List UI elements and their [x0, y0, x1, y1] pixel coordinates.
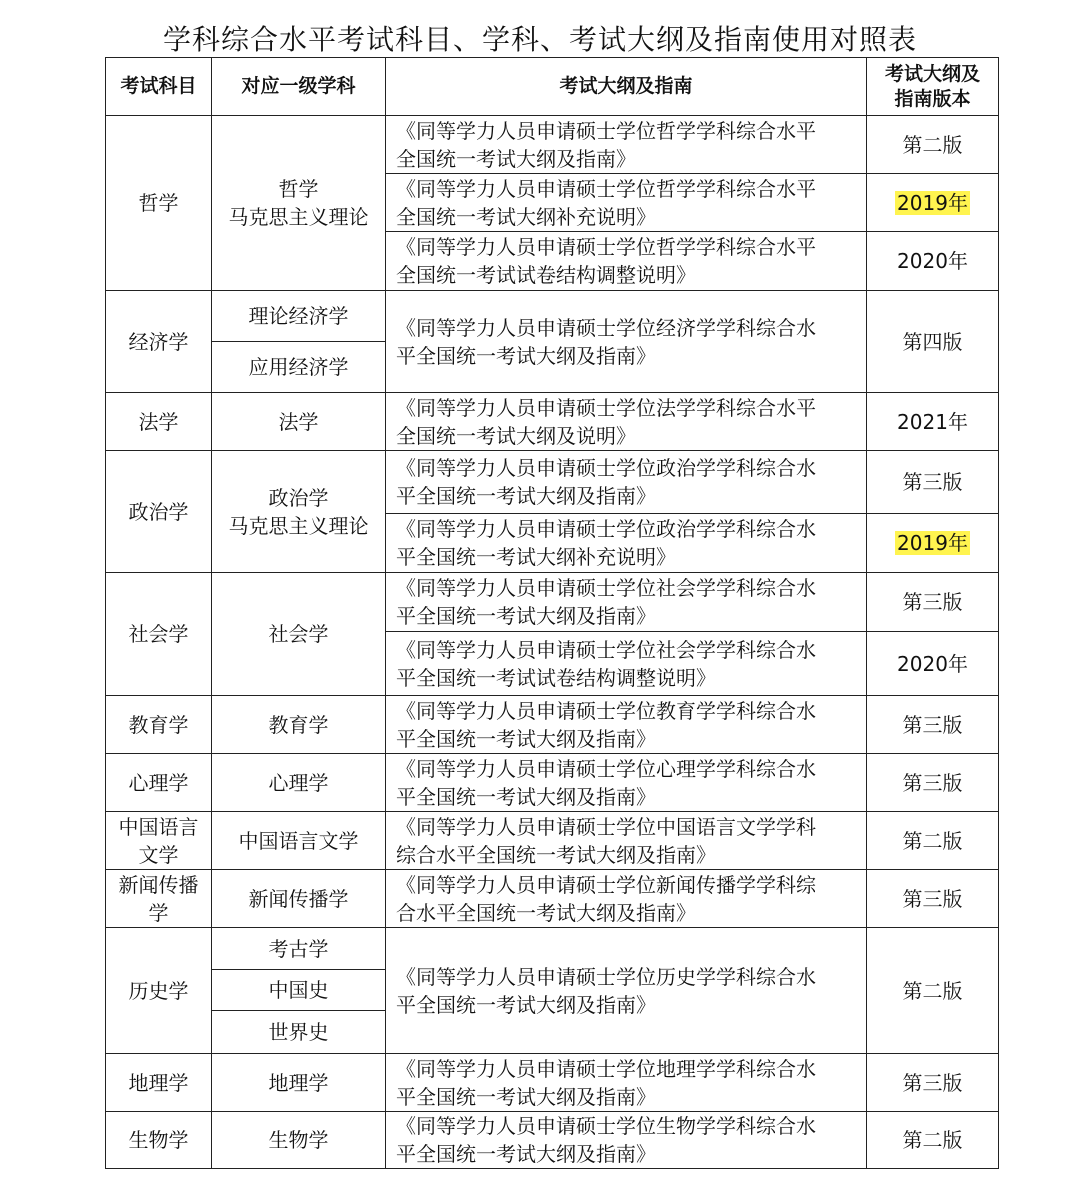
guide-cell	[386, 696, 867, 754]
header-version	[867, 58, 999, 116]
guide-cell	[386, 116, 867, 174]
subject-cell: 经济学	[106, 291, 212, 393]
version-cell: 第三版	[867, 696, 999, 754]
guide-line: 平全国统一考试大纲及指南》	[396, 1084, 656, 1109]
guide-cell	[386, 754, 867, 812]
guide-line: 《同等学力人员申请硕士学位哲学学科综合水平	[396, 118, 816, 143]
guide-line: 平全国统一考试大纲补充说明》	[396, 545, 676, 569]
guide-cell	[386, 393, 867, 451]
table-row	[106, 812, 999, 870]
highlighted-version: 2019年	[897, 531, 968, 555]
discipline-cell: 中国史	[212, 970, 386, 1011]
discipline-cell: 法学	[212, 393, 386, 451]
guide-line: 《同等学力人员申请硕士学位哲学学科综合水平	[396, 176, 816, 201]
table-row	[106, 393, 999, 451]
guide-line: 平全国统一考试大纲及指南》	[396, 784, 656, 809]
guide-line: 《同等学力人员申请硕士学位政治学学科综合水	[396, 517, 816, 541]
subject-line: 学	[148, 900, 169, 925]
version-cell	[867, 174, 999, 232]
subject-line: 文学	[138, 842, 179, 867]
guide-line: 平全国统一考试大纲及指南》	[396, 726, 656, 751]
guide-cell	[386, 632, 867, 696]
header-subject: 考试科目	[106, 58, 212, 116]
subject-cell: 心理学	[106, 754, 212, 812]
version-cell: 第三版	[867, 870, 999, 928]
version-cell: 2020年	[867, 632, 999, 696]
subject-cell	[106, 812, 212, 870]
guide-cell	[386, 812, 867, 870]
guide-line: 综合水平全国统一考试大纲及指南》	[396, 842, 716, 867]
discipline-cell: 应用经济学	[212, 342, 386, 393]
discipline-cell: 理论经济学	[212, 291, 386, 342]
guide-line: 平全国统一考试大纲及指南》	[396, 604, 656, 628]
header-discipline: 对应一级学科	[212, 58, 386, 116]
guide-line: 全国统一考试大纲及指南》	[396, 146, 636, 171]
subject-cell: 生物学	[106, 1112, 212, 1169]
discipline-name: 政治学	[268, 485, 329, 510]
discipline-cell: 教育学	[212, 696, 386, 754]
table-row	[106, 1112, 999, 1169]
table-row	[106, 928, 999, 970]
guide-line: 平全国统一考试大纲及指南》	[396, 343, 656, 368]
discipline-cell	[212, 451, 386, 573]
version-cell: 第二版	[867, 116, 999, 174]
version-cell: 2021年	[867, 393, 999, 451]
subject-line: 新闻传播	[118, 872, 199, 897]
guide-cell	[386, 1112, 867, 1169]
guide-line: 《同等学力人员申请硕士学位政治学学科综合水	[396, 456, 816, 480]
guide-line: 平全国统一考试试卷结构调整说明》	[396, 665, 716, 690]
version-cell	[867, 514, 999, 573]
discipline-cell: 考古学	[212, 928, 386, 970]
discipline-cell: 中国语言文学	[212, 812, 386, 870]
guide-cell	[386, 928, 867, 1054]
subject-cell: 法学	[106, 393, 212, 451]
guide-line: 《同等学力人员申请硕士学位生物学学科综合水	[396, 1114, 816, 1138]
subject-cell: 哲学	[106, 116, 212, 291]
guide-line: 全国统一考试大纲及说明》	[396, 423, 636, 448]
version-cell: 第四版	[867, 291, 999, 393]
discipline-cell: 地理学	[212, 1054, 386, 1112]
discipline-cell: 世界史	[212, 1011, 386, 1054]
highlighted-version: 2019年	[897, 190, 968, 215]
guide-line: 《同等学力人员申请硕士学位法学学科综合水平	[396, 395, 816, 420]
subject-cell: 社会学	[106, 573, 212, 696]
subject-cell: 地理学	[106, 1054, 212, 1112]
version-cell: 第二版	[867, 812, 999, 870]
guide-line: 《同等学力人员申请硕士学位哲学学科综合水平	[396, 235, 816, 259]
guide-line: 《同等学力人员申请硕士学位社会学学科综合水	[396, 576, 816, 600]
version-cell: 2020年	[867, 232, 999, 291]
guide-cell	[386, 514, 867, 573]
page-title: 学科综合水平考试科目、学科、考试大纲及指南使用对照表	[162, 23, 917, 56]
header-row	[106, 58, 999, 116]
table-row	[106, 116, 999, 174]
discipline-cell: 心理学	[212, 754, 386, 812]
version-cell: 第三版	[867, 754, 999, 812]
discipline-name: 马克思主义理论	[228, 205, 369, 229]
discipline-cell	[212, 116, 386, 291]
guide-cell	[386, 451, 867, 514]
guide-line: 《同等学力人员申请硕士学位教育学学科综合水	[396, 698, 816, 723]
guide-cell	[386, 1054, 867, 1112]
version-cell: 第二版	[867, 1112, 999, 1169]
guide-line: 全国统一考试试卷结构调整说明》	[396, 263, 696, 287]
header-version-line1: 考试大纲及	[884, 62, 980, 85]
guide-line: 《同等学力人员申请硕士学位经济学学科综合水	[396, 315, 816, 340]
discipline-cell: 新闻传播学	[212, 870, 386, 928]
discipline-name: 哲学	[278, 177, 319, 201]
guide-line: 平全国统一考试大纲及指南》	[396, 484, 656, 508]
discipline-name: 马克思主义理论	[228, 513, 369, 538]
guide-line: 《同等学力人员申请硕士学位社会学学科综合水	[396, 637, 816, 662]
guide-line: 平全国统一考试大纲及指南》	[396, 1142, 656, 1166]
subject-line: 中国语言	[118, 814, 199, 839]
guide-cell	[386, 573, 867, 632]
guide-cell	[386, 232, 867, 291]
guide-line: 《同等学力人员申请硕士学位历史学学科综合水	[396, 964, 816, 989]
guide-line: 《同等学力人员申请硕士学位新闻传播学学科综	[396, 872, 816, 897]
guide-line: 平全国统一考试大纲及指南》	[396, 992, 656, 1017]
guide-line: 全国统一考试大纲补充说明》	[396, 204, 656, 229]
guide-line: 《同等学力人员申请硕士学位中国语言文学学科	[396, 814, 816, 839]
header-version-line2: 指南版本	[894, 87, 971, 110]
discipline-cell: 社会学	[212, 573, 386, 696]
subject-cell: 历史学	[106, 928, 212, 1054]
table-row	[106, 451, 999, 514]
guide-line: 合水平全国统一考试大纲及指南》	[396, 900, 696, 925]
subject-cell: 教育学	[106, 696, 212, 754]
guide-cell	[386, 291, 867, 393]
guide-cell	[386, 870, 867, 928]
table-row	[106, 291, 999, 342]
table-row	[106, 696, 999, 754]
comparison-table	[105, 57, 999, 1169]
subject-cell	[106, 870, 212, 928]
discipline-cell: 生物学	[212, 1112, 386, 1169]
header-guide: 考试大纲及指南	[386, 58, 867, 116]
version-cell: 第三版	[867, 573, 999, 632]
subject-cell: 政治学	[106, 451, 212, 573]
version-cell: 第三版	[867, 1054, 999, 1112]
guide-cell	[386, 174, 867, 232]
version-cell: 第三版	[867, 451, 999, 514]
table-row	[106, 754, 999, 812]
version-cell: 第二版	[867, 928, 999, 1054]
guide-line: 《同等学力人员申请硕士学位地理学学科综合水	[396, 1056, 816, 1081]
guide-line: 《同等学力人员申请硕士学位心理学学科综合水	[396, 756, 816, 781]
table-row	[106, 573, 999, 632]
table-row	[106, 870, 999, 928]
table-row	[106, 1054, 999, 1112]
